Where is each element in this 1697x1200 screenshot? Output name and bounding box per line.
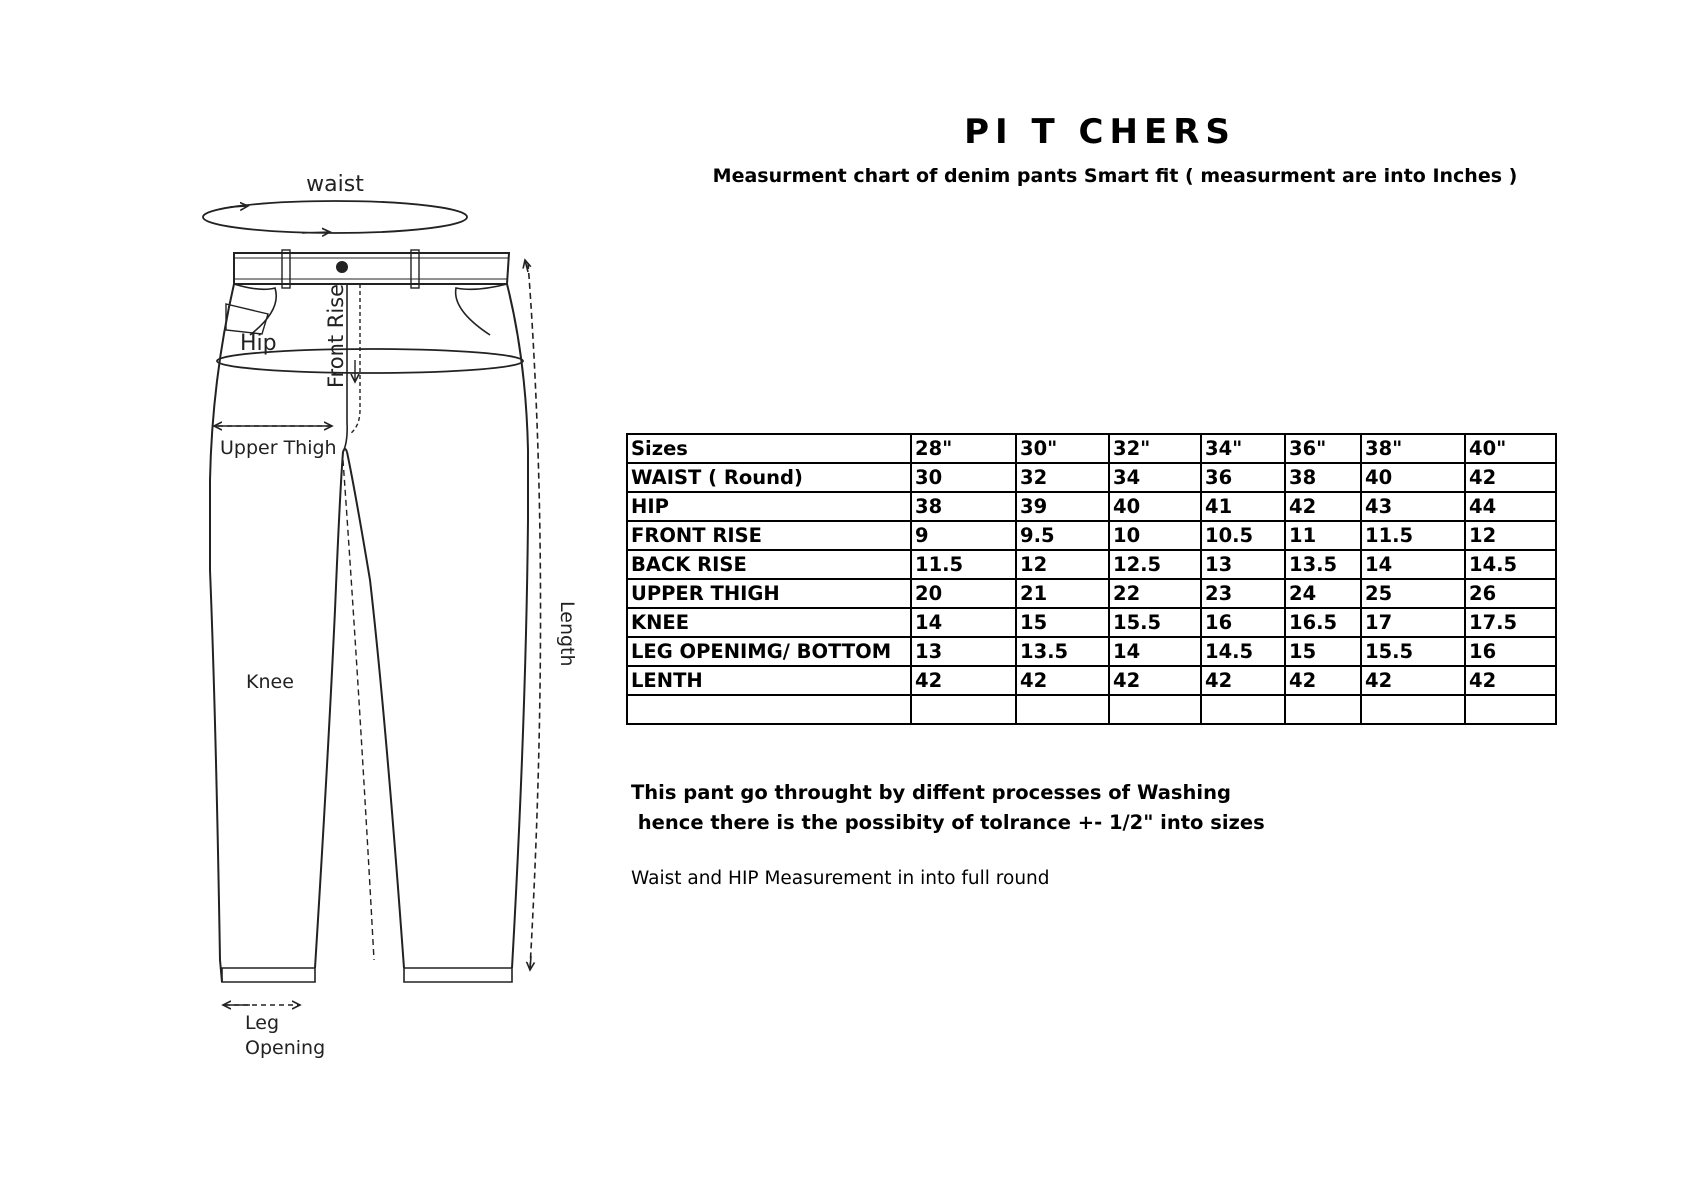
front-rise-label: Front Rise xyxy=(324,283,348,388)
table-cell: 43 xyxy=(1361,492,1465,521)
table-cell: 40 xyxy=(1361,463,1465,492)
row-label: LEG OPENIMG/ BOTTOM xyxy=(627,637,911,666)
table-cell: 14 xyxy=(1361,550,1465,579)
table-cell: 26 xyxy=(1465,579,1556,608)
table-row-empty xyxy=(627,695,1556,724)
table-cell: 13 xyxy=(1201,550,1285,579)
table-cell: 42 xyxy=(1465,666,1556,695)
pants-outline xyxy=(210,250,528,982)
table-cell: 15.5 xyxy=(1361,637,1465,666)
table-cell: 21 xyxy=(1016,579,1109,608)
table-cell: 25 xyxy=(1361,579,1465,608)
row-label: UPPER THIGH xyxy=(627,579,911,608)
table-cell: 32 xyxy=(1016,463,1109,492)
table-cell xyxy=(1016,695,1109,724)
table-cell: 13.5 xyxy=(1016,637,1109,666)
table-cell: 42 xyxy=(1016,666,1109,695)
table-cell: 16 xyxy=(1201,608,1285,637)
table-row xyxy=(627,608,1556,637)
length-measure xyxy=(525,260,578,970)
table-cell: 12.5 xyxy=(1109,550,1201,579)
brand-title: PI T CHERS xyxy=(964,112,1236,152)
table-cell xyxy=(911,695,1016,724)
waist-label: waist xyxy=(306,172,364,197)
leg-label: Leg xyxy=(245,1012,280,1034)
table-cell: 13 xyxy=(911,637,1016,666)
table-cell: 24 xyxy=(1285,579,1361,608)
table-row xyxy=(627,521,1556,550)
table-row xyxy=(627,579,1556,608)
table-row xyxy=(627,666,1556,695)
table-row xyxy=(627,550,1556,579)
table-cell xyxy=(1465,695,1556,724)
knee-label: Knee xyxy=(246,671,294,693)
waist-measure xyxy=(203,172,467,233)
table-cell: 9.5 xyxy=(1016,521,1109,550)
table-cell: 9 xyxy=(911,521,1016,550)
table-cell: 42 xyxy=(1361,666,1465,695)
table-cell xyxy=(1201,695,1285,724)
header-cell: 28" xyxy=(911,434,1016,463)
header-cell: 38" xyxy=(1361,434,1465,463)
table-cell: 17 xyxy=(1361,608,1465,637)
table-cell: 39 xyxy=(1016,492,1109,521)
table-cell: 11.5 xyxy=(911,550,1016,579)
table-cell: 23 xyxy=(1201,579,1285,608)
header-cell: 36" xyxy=(1285,434,1361,463)
row-label xyxy=(627,695,911,724)
table-cell: 10.5 xyxy=(1201,521,1285,550)
table-cell: 40 xyxy=(1109,492,1201,521)
row-label: LENTH xyxy=(627,666,911,695)
header-cell: 30" xyxy=(1016,434,1109,463)
row-label: BACK RISE xyxy=(627,550,911,579)
upper-thigh-measure xyxy=(214,426,337,459)
size-chart-table xyxy=(626,433,1557,725)
table-cell: 10 xyxy=(1109,521,1201,550)
table-cell: 12 xyxy=(1016,550,1109,579)
table-row xyxy=(627,463,1556,492)
table-cell xyxy=(1109,695,1201,724)
full-round-note: Waist and HIP Measurement in into full round xyxy=(631,868,1050,889)
table-cell: 14.5 xyxy=(1465,550,1556,579)
washing-note xyxy=(631,778,1265,838)
table-cell: 42 xyxy=(1109,666,1201,695)
table-cell: 42 xyxy=(1465,463,1556,492)
table-cell: 14 xyxy=(1109,637,1201,666)
header-cell: 32" xyxy=(1109,434,1201,463)
table-cell: 14.5 xyxy=(1201,637,1285,666)
row-label: HIP xyxy=(627,492,911,521)
table-cell: 16.5 xyxy=(1285,608,1361,637)
row-label: KNEE xyxy=(627,608,911,637)
header-cell: Sizes xyxy=(627,434,911,463)
length-label: Length xyxy=(556,601,578,667)
table-cell: 12 xyxy=(1465,521,1556,550)
table-cell: 20 xyxy=(911,579,1016,608)
table-cell: 42 xyxy=(1285,492,1361,521)
washing-note-line1: This pant go throught by diffent processes of Washing xyxy=(631,781,1231,804)
header-cell: 40" xyxy=(1465,434,1556,463)
leg-opening-measure xyxy=(223,1005,325,1059)
opening-label: Opening xyxy=(245,1037,326,1059)
header-cell: 34" xyxy=(1201,434,1285,463)
table-cell: 16 xyxy=(1465,637,1556,666)
table-cell: 36 xyxy=(1201,463,1285,492)
washing-note-line2: hence there is the possibity of tolrance +- 1/2" into sizes xyxy=(631,811,1265,834)
table-cell: 13.5 xyxy=(1285,550,1361,579)
table-cell: 42 xyxy=(911,666,1016,695)
table-cell: 17.5 xyxy=(1465,608,1556,637)
upper-thigh-label: Upper Thigh xyxy=(220,437,337,459)
table-cell: 22 xyxy=(1109,579,1201,608)
pants-diagram xyxy=(190,160,620,1080)
table-row xyxy=(627,492,1556,521)
table-header-row xyxy=(627,434,1556,463)
table-cell: 15 xyxy=(1016,608,1109,637)
table-cell: 41 xyxy=(1201,492,1285,521)
table-cell: 34 xyxy=(1109,463,1201,492)
row-label: FRONT RISE xyxy=(627,521,911,550)
table-cell xyxy=(1361,695,1465,724)
table-cell: 38 xyxy=(911,492,1016,521)
table-cell: 38 xyxy=(1285,463,1361,492)
table-cell: 42 xyxy=(1201,666,1285,695)
hip-measure xyxy=(217,331,523,373)
table-cell: 30 xyxy=(911,463,1016,492)
table-cell: 15 xyxy=(1285,637,1361,666)
chart-subtitle: Measurment chart of denim pants Smart fit ( measurment are into Inches ) xyxy=(712,165,1518,187)
table-row xyxy=(627,637,1556,666)
row-label: WAIST ( Round) xyxy=(627,463,911,492)
table-cell: 15.5 xyxy=(1109,608,1201,637)
table-cell: 42 xyxy=(1285,666,1361,695)
table-cell: 14 xyxy=(911,608,1016,637)
table-cell: 11 xyxy=(1285,521,1361,550)
hip-label: Hip xyxy=(240,331,277,356)
table-cell: 44 xyxy=(1465,492,1556,521)
table-cell xyxy=(1285,695,1361,724)
table-cell: 11.5 xyxy=(1361,521,1465,550)
